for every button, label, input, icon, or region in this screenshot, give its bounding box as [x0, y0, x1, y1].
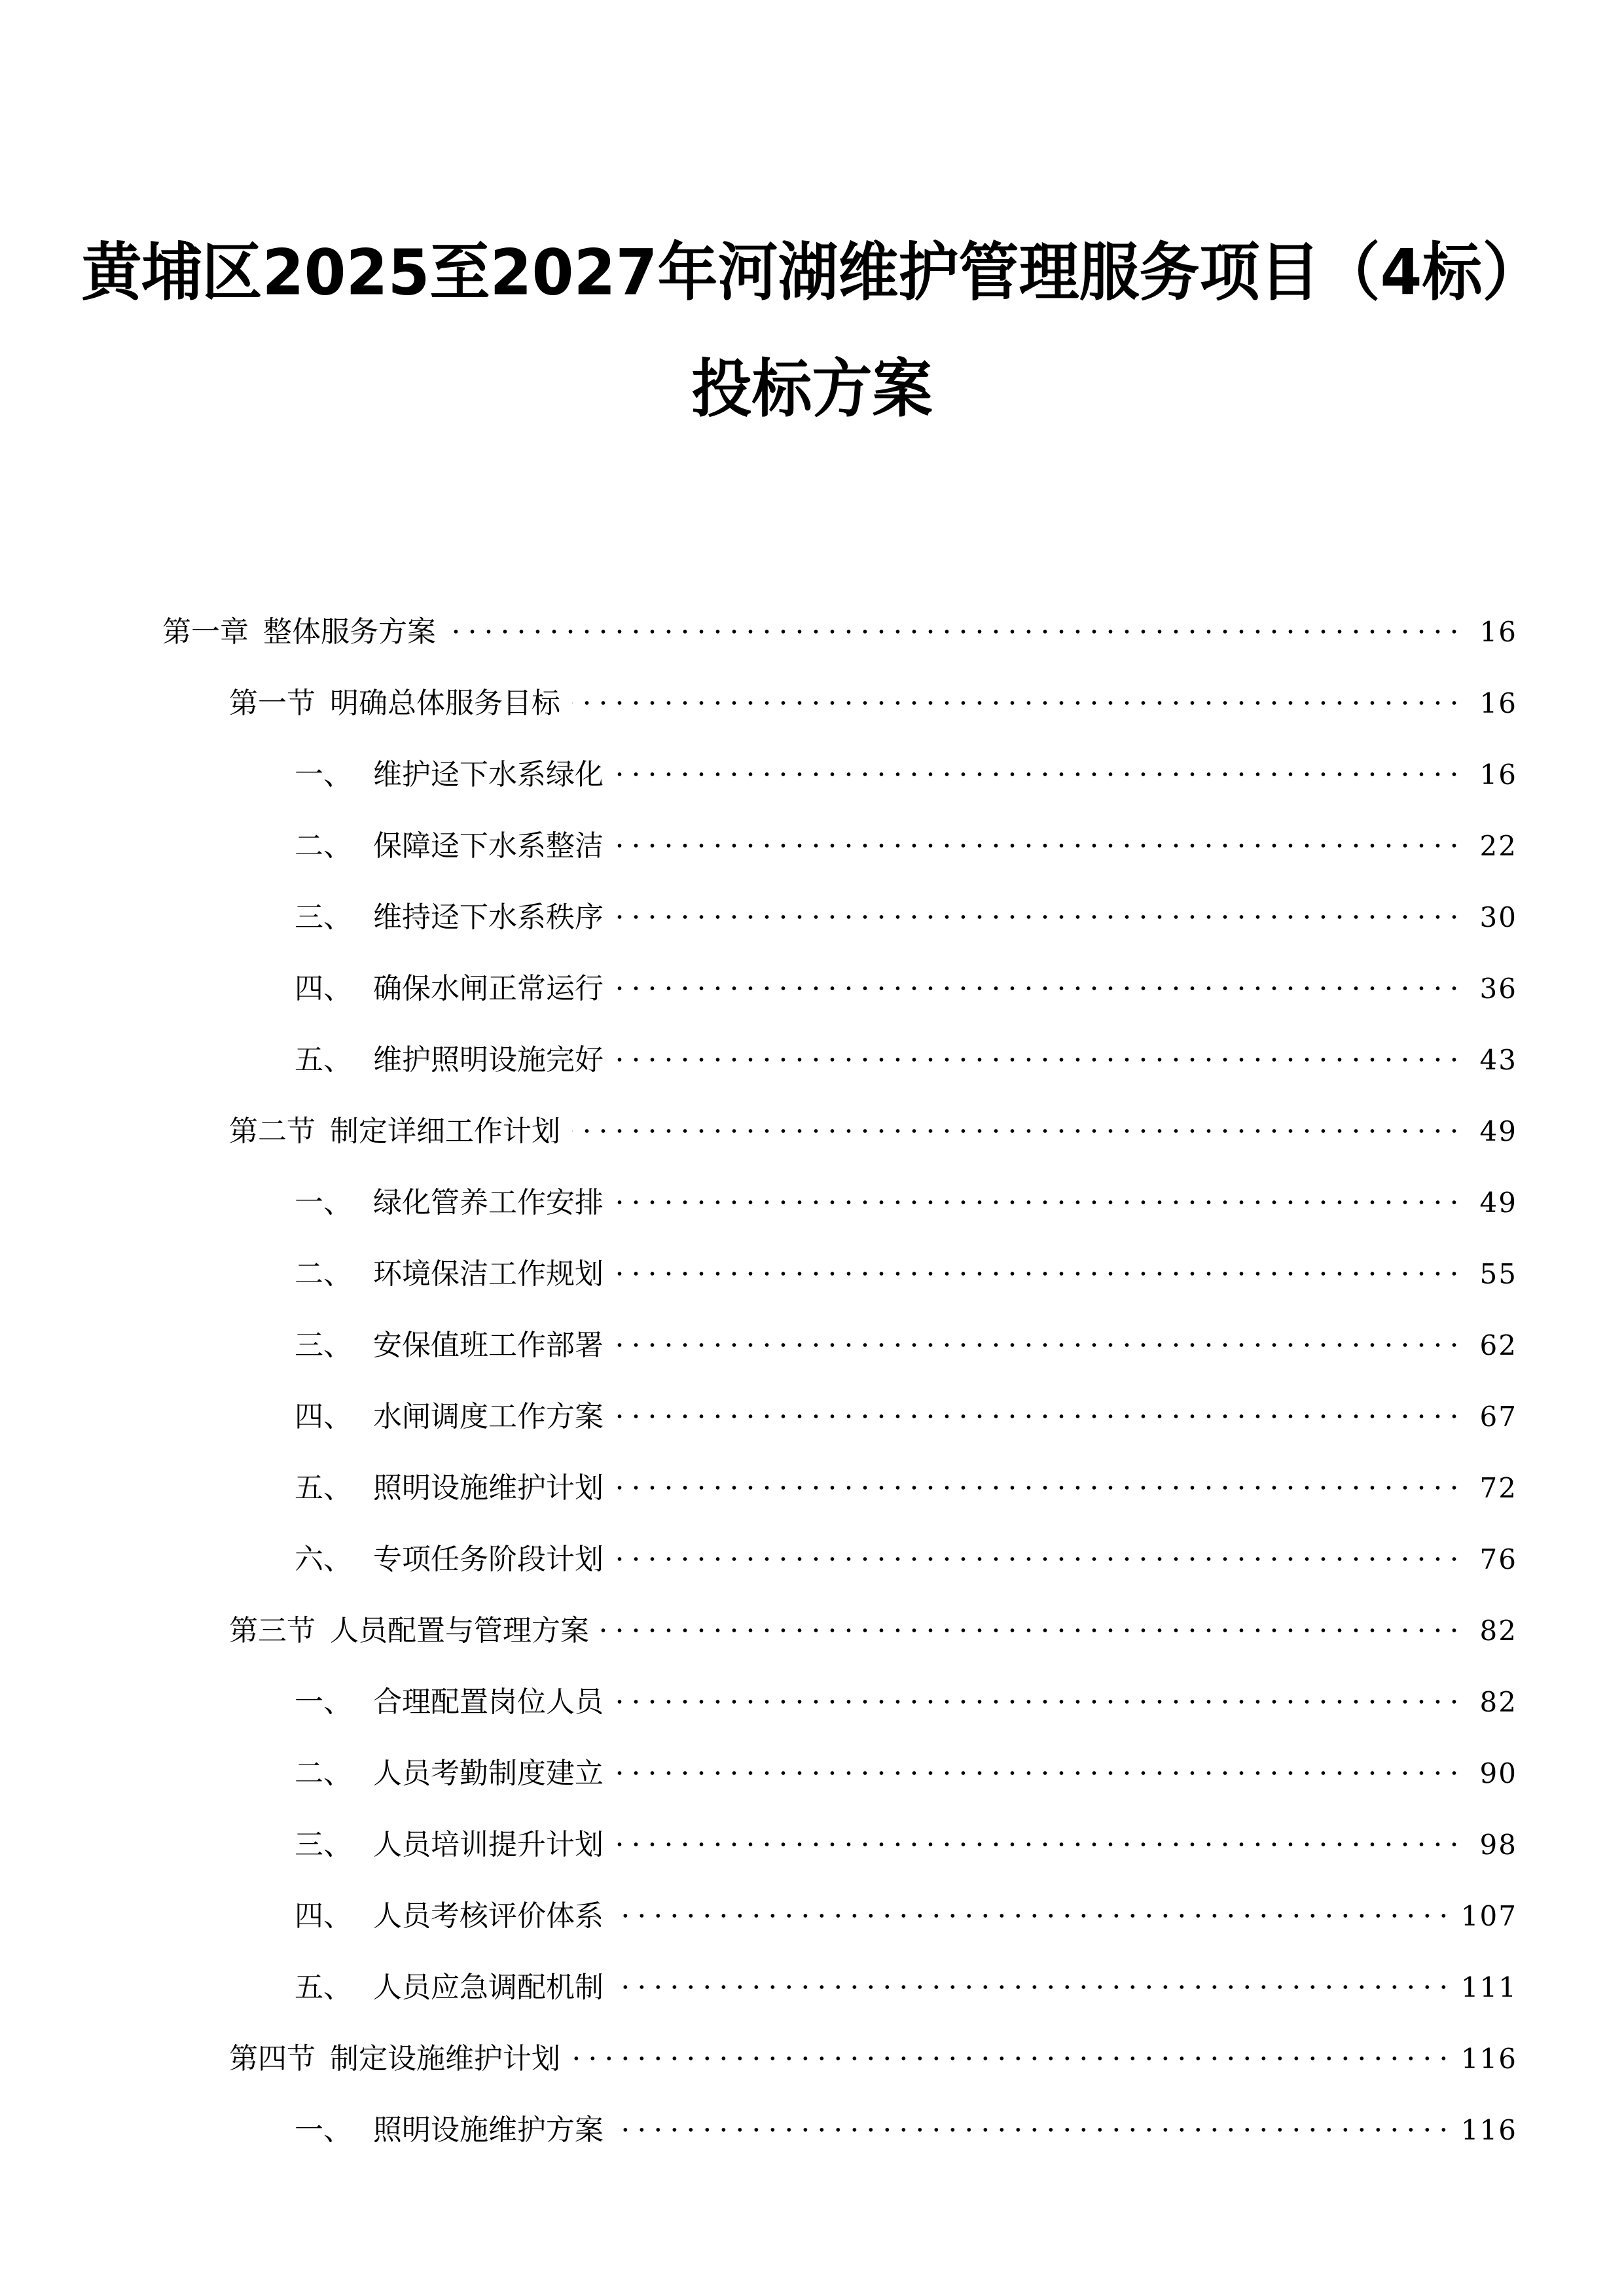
toc-entry-item[interactable]: [295, 745, 1517, 791]
toc-entry-prefix: 六、: [295, 1543, 352, 1575]
toc-entry-page: 72: [1479, 1472, 1517, 1504]
toc-entry-page: 107: [1460, 1900, 1517, 1932]
toc-leader-dots: [610, 888, 1465, 927]
toc-entry-prefix: 一、: [295, 1686, 352, 1718]
toc-entry-label: 环境保洁工作规划: [373, 1258, 604, 1290]
toc-entry-prefix: 四、: [295, 1900, 352, 1932]
toc-entry-page: 22: [1479, 830, 1517, 862]
toc-entry-item[interactable]: [295, 1030, 1517, 1076]
toc-entry-label: 制定详细工作计划: [330, 1115, 560, 1147]
toc-entry-item[interactable]: [295, 1744, 1517, 1789]
toc-entry-page: 16: [1479, 616, 1517, 648]
toc-leader-dots: [610, 1815, 1465, 1854]
toc-entry-prefix: 一、: [295, 759, 352, 791]
toc-entry-prefix: 一、: [295, 1187, 352, 1219]
toc-leader-dots: [442, 602, 1465, 641]
toc-entry-page: 55: [1479, 1258, 1517, 1290]
toc-entry-item[interactable]: [295, 1672, 1517, 1718]
toc-entry-prefix: 四、: [295, 1401, 352, 1433]
document-title: 黄埔区2025至2027年河湖维护管理服务项目（4标）: [81, 236, 1543, 310]
toc-entry-prefix: 第二节: [229, 1115, 316, 1147]
toc-entry-item[interactable]: [295, 1815, 1517, 1861]
toc-leader-dots: [610, 1030, 1465, 1069]
toc-entry-prefix: 三、: [295, 1829, 352, 1861]
toc-entry-chapter[interactable]: [162, 602, 1517, 648]
toc-entry-label: 维护照明设施完好: [373, 1044, 604, 1076]
toc-entry-prefix: 二、: [295, 1258, 352, 1290]
toc-entry-item[interactable]: [295, 816, 1517, 862]
toc-entry-prefix: 五、: [295, 1044, 352, 1076]
toc-entry-page: 82: [1479, 1615, 1517, 1647]
toc-entry-prefix: 三、: [295, 901, 352, 933]
toc-entry-section[interactable]: [229, 2029, 1517, 2075]
toc-leader-dots: [610, 1244, 1465, 1283]
toc-entry-label: 明确总体服务目标: [330, 687, 560, 719]
toc-entry-page: 98: [1479, 1829, 1517, 1861]
toc-entry-prefix: 四、: [295, 973, 352, 1005]
toc-leader-dots: [610, 959, 1465, 998]
toc-entry-page: 49: [1479, 1115, 1517, 1147]
toc-leader-dots: [567, 673, 1465, 713]
toc-leader-dots: [610, 816, 1465, 855]
toc-entry-item[interactable]: [295, 888, 1517, 933]
toc-entry-page: 30: [1479, 901, 1517, 933]
toc-entry-page: 116: [1460, 2114, 1517, 2146]
toc-entry-label: 照明设施维护方案: [373, 2114, 604, 2146]
toc-entry-page: 16: [1479, 759, 1517, 791]
toc-entry-label: 合理配置岗位人员: [373, 1686, 604, 1718]
toc-entry-label: 人员考勤制度建立: [373, 1757, 604, 1789]
toc-entry-page: 36: [1479, 973, 1517, 1005]
toc-entry-item[interactable]: [295, 1958, 1517, 2003]
toc-leader-dots: [610, 1958, 1454, 1997]
toc-entry-label: 维持迳下水系秩序: [373, 901, 604, 933]
toc-entry-label: 整体服务方案: [263, 616, 436, 648]
toc-entry-label: 安保值班工作部署: [373, 1329, 604, 1361]
toc-entry-item[interactable]: [295, 2100, 1517, 2146]
toc-entry-section[interactable]: [229, 1601, 1517, 1647]
toc-entry-item[interactable]: [295, 1530, 1517, 1575]
toc-leader-dots: [610, 1458, 1465, 1498]
toc-entry-prefix: 第三节: [229, 1615, 316, 1647]
toc-leader-dots: [610, 1744, 1465, 1783]
document-subtitle: 投标方案: [691, 352, 933, 426]
toc-entry-section[interactable]: [229, 1102, 1517, 1147]
toc-entry-label: 制定设施维护计划: [330, 2043, 560, 2075]
toc-entry-prefix: 一、: [295, 2114, 352, 2146]
toc-entry-page: 49: [1479, 1187, 1517, 1219]
toc-entry-prefix: 二、: [295, 1757, 352, 1789]
toc-entry-page: 76: [1479, 1543, 1517, 1575]
toc-leader-dots: [610, 1530, 1465, 1569]
toc-entry-page: 90: [1479, 1757, 1517, 1789]
toc-entry-page: 43: [1479, 1044, 1517, 1076]
toc-entry-prefix: 第四节: [229, 2043, 316, 2075]
toc-entry-prefix: 三、: [295, 1329, 352, 1361]
toc-leader-dots: [567, 1102, 1465, 1141]
toc-leader-dots: [596, 1601, 1465, 1640]
toc-entry-prefix: 五、: [295, 1971, 352, 2003]
toc-entry-label: 人员配置与管理方案: [330, 1615, 589, 1647]
toc-leader-dots: [610, 1672, 1465, 1712]
toc-entry-item[interactable]: [295, 959, 1517, 1005]
toc-leader-dots: [610, 2100, 1454, 2140]
toc-entry-label: 专项任务阶段计划: [373, 1543, 604, 1575]
toc-entry-label: 确保水闸正常运行: [373, 973, 604, 1005]
toc-entry-label: 水闸调度工作方案: [373, 1401, 604, 1433]
toc-entry-page: 67: [1479, 1401, 1517, 1433]
toc-entry-label: 人员应急调配机制: [373, 1971, 604, 2003]
toc-entry-label: 照明设施维护计划: [373, 1472, 604, 1504]
toc-entry-page: 16: [1479, 687, 1517, 719]
toc-entry-item[interactable]: [295, 1458, 1517, 1504]
toc-entry-label: 维护迳下水系绿化: [373, 759, 604, 791]
toc-entry-label: 人员考核评价体系: [373, 1900, 604, 1932]
toc-entry-item[interactable]: [295, 1173, 1517, 1219]
toc-leader-dots: [610, 1387, 1465, 1426]
toc-entry-page: 82: [1479, 1686, 1517, 1718]
toc-entry-section[interactable]: [229, 673, 1517, 719]
toc-leader-dots: [610, 1886, 1454, 1926]
toc-entry-label: 人员培训提升计划: [373, 1829, 604, 1861]
toc-entry-prefix: 二、: [295, 830, 352, 862]
toc-entry-label: 保障迳下水系整洁: [373, 830, 604, 862]
toc-entry-item[interactable]: [295, 1387, 1517, 1433]
toc-entry-page: 111: [1460, 1971, 1517, 2003]
toc-entry-prefix: 第一章: [162, 616, 249, 648]
toc-leader-dots: [610, 1173, 1465, 1212]
toc-entry-label: 绿化管养工作安排: [373, 1187, 604, 1219]
toc-entry-prefix: 五、: [295, 1472, 352, 1504]
toc-leader-dots: [610, 1316, 1465, 1355]
toc-entry-item[interactable]: [295, 1316, 1517, 1361]
toc-entry-page: 116: [1460, 2043, 1517, 2075]
toc-entry-item[interactable]: [295, 1886, 1517, 1932]
toc-entry-page: 62: [1479, 1329, 1517, 1361]
toc-leader-dots: [567, 2029, 1454, 2068]
toc-leader-dots: [610, 745, 1465, 784]
toc-entry-item[interactable]: [295, 1244, 1517, 1290]
toc-entry-prefix: 第一节: [229, 687, 316, 719]
